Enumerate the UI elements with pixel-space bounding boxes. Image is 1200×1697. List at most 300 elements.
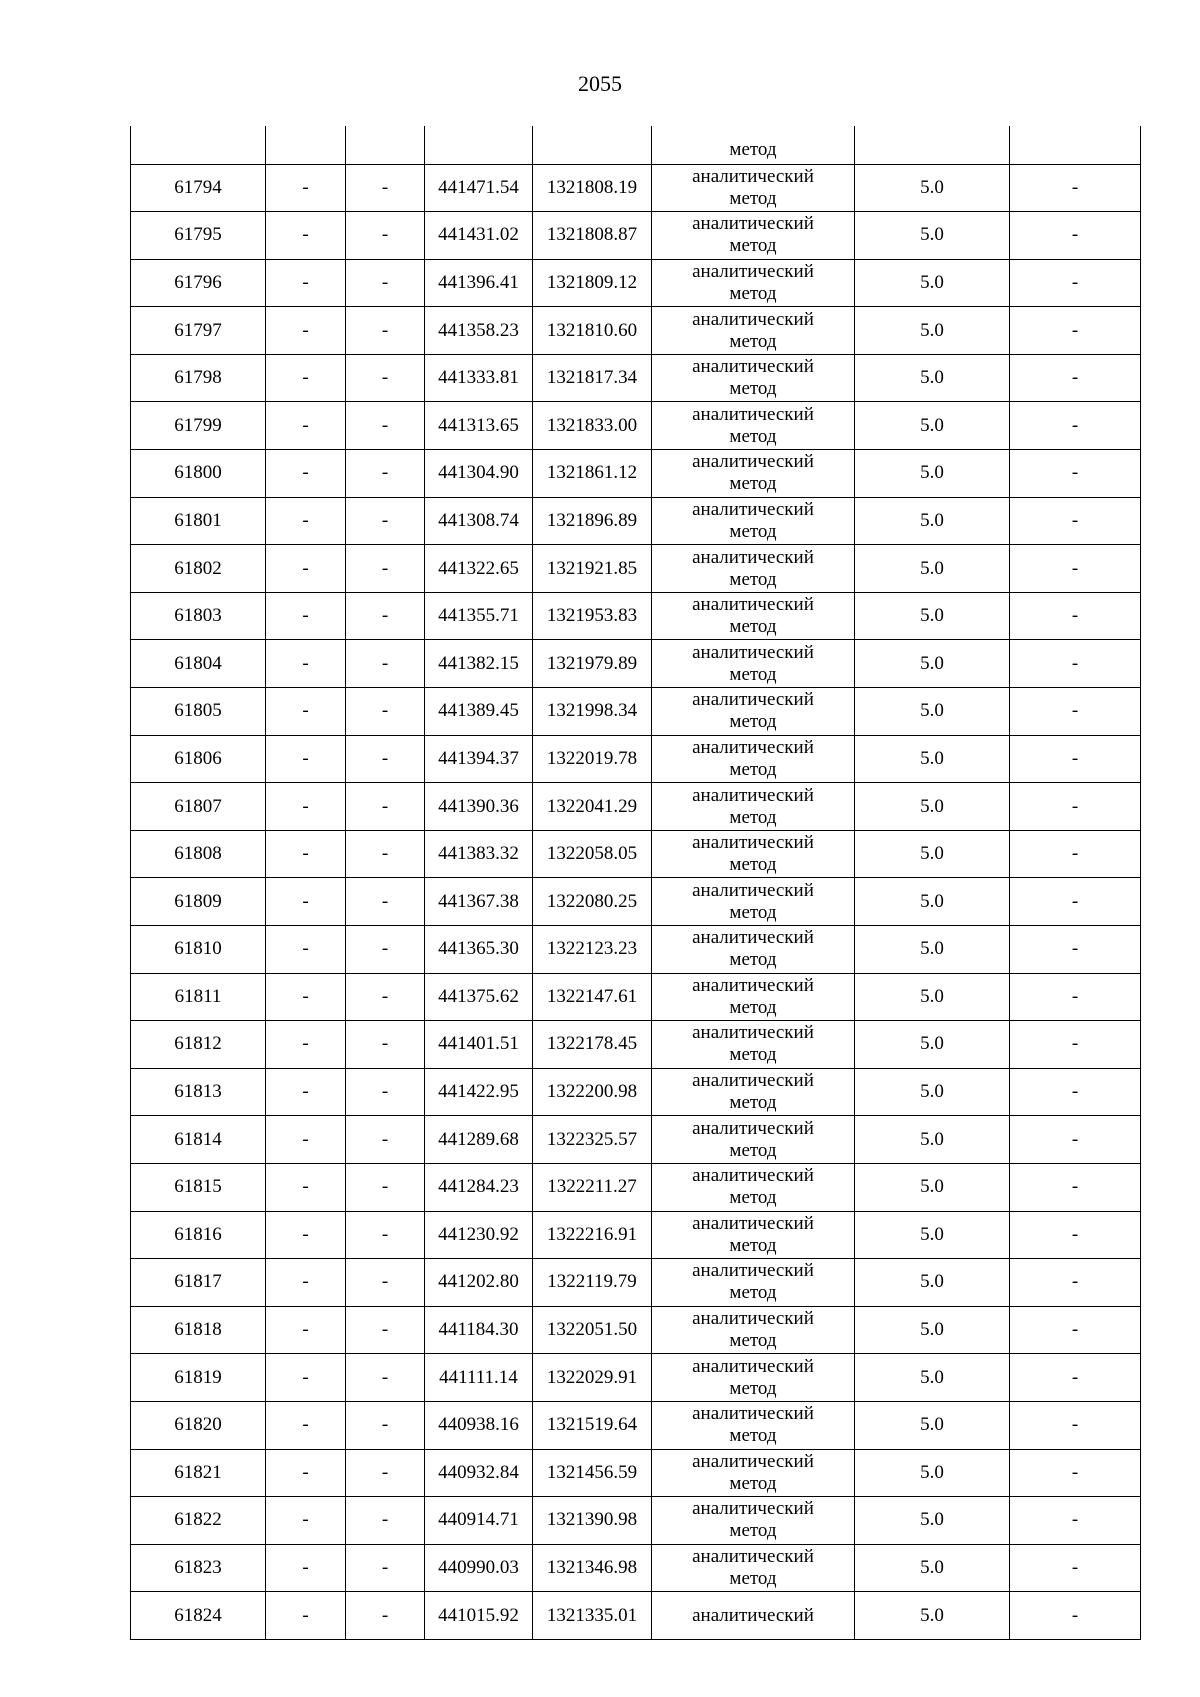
cell-last: - (1010, 1592, 1141, 1640)
table-row (131, 450, 1141, 498)
table-row (131, 497, 1141, 545)
cell-x: 441111.14 (425, 1354, 533, 1402)
cell-x: 441390.36 (425, 783, 533, 831)
cell-x: 441367.38 (425, 878, 533, 926)
cell-x: 441365.30 (425, 926, 533, 974)
cell-c2: - (266, 497, 346, 545)
cell-c3: - (346, 640, 425, 688)
method-line-1: аналитический (692, 736, 814, 758)
cell-accuracy: 5.0 (855, 212, 1010, 260)
cell-id: 61812 (131, 1021, 266, 1069)
cell-y: 1321817.34 (533, 354, 652, 402)
table-row (131, 1021, 1141, 1069)
method-line-2: метод (729, 1044, 777, 1066)
method-line-2: метод (729, 901, 777, 923)
cell-y: 1322200.98 (533, 1068, 652, 1116)
cell-accuracy: 5.0 (855, 307, 1010, 355)
method-line-2: метод (729, 616, 777, 638)
cell-c2: - (266, 926, 346, 974)
cell-c2: - (266, 640, 346, 688)
cell-id: 61821 (131, 1449, 266, 1497)
cell-accuracy: 5.0 (855, 164, 1010, 212)
table-row (131, 1068, 1141, 1116)
cell-method (652, 354, 855, 402)
cell-c3: - (346, 450, 425, 498)
method-line-1: аналитический (692, 1546, 814, 1568)
cell-last: - (1010, 1449, 1141, 1497)
cell-y: 1322216.91 (533, 1211, 652, 1259)
cell-c3: - (346, 1592, 425, 1640)
cell-last: - (1010, 830, 1141, 878)
cell-x: 440938.16 (425, 1401, 533, 1449)
table-row (131, 1592, 1141, 1640)
method-line-1: аналитический (692, 879, 814, 901)
cell-last: - (1010, 1068, 1141, 1116)
method-line-2: метод (729, 711, 777, 733)
cell-c3: - (346, 1211, 425, 1259)
cell-x: 441304.90 (425, 450, 533, 498)
method-line-1: аналитический (692, 1355, 814, 1377)
method-line-1: аналитический (692, 213, 814, 235)
cell-id: 61794 (131, 164, 266, 212)
cell-method (652, 830, 855, 878)
cell-c3: - (346, 1068, 425, 1116)
cell-accuracy: 5.0 (855, 545, 1010, 593)
table-row (131, 259, 1141, 307)
cell-id: 61806 (131, 735, 266, 783)
cell-c3: - (346, 830, 425, 878)
cell-y: 1322178.45 (533, 1021, 652, 1069)
cell-y: 1322058.05 (533, 830, 652, 878)
cell-method (652, 1163, 855, 1211)
method-line-2: метод (729, 806, 777, 828)
table-row (131, 1401, 1141, 1449)
cell-y: 1322080.25 (533, 878, 652, 926)
cell-c3: - (346, 402, 425, 450)
cell-accuracy: 5.0 (855, 1068, 1010, 1116)
cell-c2: - (266, 1592, 346, 1640)
method-line-1: аналитический (692, 689, 814, 711)
cell-id: 61811 (131, 973, 266, 1021)
table-row (131, 640, 1141, 688)
method-line-2: метод (729, 949, 777, 971)
cell-c3: - (346, 1259, 425, 1307)
cell-c3: - (346, 1497, 425, 1545)
cell-c3: - (346, 926, 425, 974)
cell-last: - (1010, 1259, 1141, 1307)
cell-accuracy: 5.0 (855, 592, 1010, 640)
cell-y: 1321808.19 (533, 164, 652, 212)
cell-method (652, 926, 855, 974)
cell-id: 61796 (131, 259, 266, 307)
cell-accuracy: 5.0 (855, 1449, 1010, 1497)
method-line-1: аналитический (692, 594, 814, 616)
cell-y: 1321953.83 (533, 592, 652, 640)
cell-last: - (1010, 1497, 1141, 1545)
continuation-row (131, 126, 1141, 164)
cell-method (652, 1306, 855, 1354)
method-line-1: аналитический (692, 927, 814, 949)
cell-y: 1321808.87 (533, 212, 652, 260)
cell-accuracy: 5.0 (855, 830, 1010, 878)
cell-last: - (1010, 878, 1141, 926)
cell-c3: - (346, 1449, 425, 1497)
cell-id: 61801 (131, 497, 266, 545)
cell-x: 441375.62 (425, 973, 533, 1021)
table-row (131, 307, 1141, 355)
cell-id: 61798 (131, 354, 266, 402)
table-row (131, 973, 1141, 1021)
table-row (131, 1497, 1141, 1545)
cell-accuracy: 5.0 (855, 402, 1010, 450)
cell-id: 61822 (131, 1497, 266, 1545)
method-line-1: аналитический (692, 1450, 814, 1472)
cell-x: 441382.15 (425, 640, 533, 688)
method-line-2: метод (729, 330, 777, 352)
cell-x: 441230.92 (425, 1211, 533, 1259)
cell-last: - (1010, 307, 1141, 355)
cell-c3: - (346, 878, 425, 926)
cell-method (652, 688, 855, 736)
method-line-1: аналитический (692, 832, 814, 854)
cell-last: - (1010, 1401, 1141, 1449)
cell-c3: - (346, 212, 425, 260)
cell-x: 441015.92 (425, 1592, 533, 1640)
cell-method (652, 1116, 855, 1164)
cell-c3: - (346, 307, 425, 355)
cell-x: 441284.23 (425, 1163, 533, 1211)
method-line-1: аналитический (692, 784, 814, 806)
method-line-1: аналитический (692, 1308, 814, 1330)
cell-y: 1321921.85 (533, 545, 652, 593)
cell-accuracy: 5.0 (855, 735, 1010, 783)
method-line-1: аналитический (692, 165, 814, 187)
cell-y: 1322029.91 (533, 1354, 652, 1402)
cell-x: 441394.37 (425, 735, 533, 783)
method-line-1: аналитический (692, 451, 814, 473)
method-line-1: аналитический (692, 1212, 814, 1234)
cell-x: 441401.51 (425, 1021, 533, 1069)
cell-x: 441308.74 (425, 497, 533, 545)
table-row (131, 1306, 1141, 1354)
method-line-2: метод (729, 996, 777, 1018)
cell-c2: - (266, 402, 346, 450)
method-line-2: метод (729, 520, 777, 542)
cell-last: - (1010, 212, 1141, 260)
cell-x: 440990.03 (425, 1544, 533, 1592)
method-line-2: метод (729, 1234, 777, 1256)
cell-accuracy: 5.0 (855, 688, 1010, 736)
cell-c2: - (266, 1449, 346, 1497)
cell-x: 441422.95 (425, 1068, 533, 1116)
cell-y: 1321896.89 (533, 497, 652, 545)
method-line-1: аналитический (692, 974, 814, 996)
cell-id: 61799 (131, 402, 266, 450)
method-line-2: метод (729, 854, 777, 876)
cell-c2: - (266, 973, 346, 1021)
method-line-1: аналитический (692, 546, 814, 568)
cell-accuracy: 5.0 (855, 926, 1010, 974)
cell-c3: - (346, 354, 425, 402)
cell-last: - (1010, 545, 1141, 593)
cell-method (652, 1354, 855, 1402)
cell-accuracy: 5.0 (855, 783, 1010, 831)
cell-y: 1321809.12 (533, 259, 652, 307)
cell-c3: - (346, 497, 425, 545)
cell-c3: - (346, 1021, 425, 1069)
cell-method (652, 973, 855, 1021)
cell-x: 441333.81 (425, 354, 533, 402)
cell-method (652, 1401, 855, 1449)
cell-method (652, 259, 855, 307)
cell-c2: - (266, 1163, 346, 1211)
method-line-2: метод (729, 1472, 777, 1494)
method-line-2: метод (729, 758, 777, 780)
cell-method: метод (652, 126, 855, 164)
cell-id: 61808 (131, 830, 266, 878)
cell-id: 61813 (131, 1068, 266, 1116)
cell-x: 441431.02 (425, 212, 533, 260)
cell-last: - (1010, 402, 1141, 450)
cell-id: 61823 (131, 1544, 266, 1592)
cell-method (652, 1449, 855, 1497)
table-row (131, 1354, 1141, 1402)
cell-method (652, 545, 855, 593)
cell-method (652, 164, 855, 212)
method-line-2: метод (729, 1330, 777, 1352)
table-row (131, 926, 1141, 974)
cell-accuracy: 5.0 (855, 497, 1010, 545)
table-body (131, 126, 1141, 1639)
cell-c3: - (346, 1401, 425, 1449)
method-line-2: метод (729, 1282, 777, 1304)
cell-id: 61814 (131, 1116, 266, 1164)
cell-method (652, 1211, 855, 1259)
table-row (131, 1211, 1141, 1259)
cell-c3: - (346, 688, 425, 736)
cell-c3: - (346, 973, 425, 1021)
cell-id: 61817 (131, 1259, 266, 1307)
cell-y: 1322147.61 (533, 973, 652, 1021)
cell-accuracy: 5.0 (855, 1259, 1010, 1307)
table-row (131, 878, 1141, 926)
cell-c2: - (266, 592, 346, 640)
method-line-1: аналитический (692, 1604, 814, 1626)
cell-accuracy: 5.0 (855, 973, 1010, 1021)
cell-id: 61810 (131, 926, 266, 974)
cell-last (1010, 126, 1141, 164)
method-line-2: метод (729, 1139, 777, 1161)
cell-y: 1321810.60 (533, 307, 652, 355)
cell-id: 61807 (131, 783, 266, 831)
method-line-1: аналитический (692, 356, 814, 378)
table-row (131, 164, 1141, 212)
table-row (131, 545, 1141, 593)
cell-y: 1321861.12 (533, 450, 652, 498)
cell-c2: - (266, 1544, 346, 1592)
cell-accuracy: 5.0 (855, 1592, 1010, 1640)
cell-id (131, 126, 266, 164)
cell-method (652, 1259, 855, 1307)
cell-x (425, 126, 533, 164)
cell-id: 61805 (131, 688, 266, 736)
cell-y: 1322119.79 (533, 1259, 652, 1307)
table-row (131, 783, 1141, 831)
cell-c2: - (266, 1021, 346, 1069)
cell-c3: - (346, 1163, 425, 1211)
cell-x: 441383.32 (425, 830, 533, 878)
cell-c2: - (266, 450, 346, 498)
method-line-1: аналитический (692, 1070, 814, 1092)
cell-method (652, 402, 855, 450)
cell-method (652, 1068, 855, 1116)
cell-accuracy: 5.0 (855, 1163, 1010, 1211)
cell-last: - (1010, 450, 1141, 498)
table-row (131, 402, 1141, 450)
table-row (131, 1259, 1141, 1307)
method-line-2: метод (729, 1568, 777, 1590)
cell-c2: - (266, 830, 346, 878)
method-line-1: аналитический (692, 308, 814, 330)
cell-id: 61803 (131, 592, 266, 640)
cell-c2: - (266, 1211, 346, 1259)
cell-last: - (1010, 1116, 1141, 1164)
cell-c3: - (346, 1544, 425, 1592)
cell-last: - (1010, 735, 1141, 783)
method-line-2: метод (729, 1520, 777, 1542)
cell-c2: - (266, 878, 346, 926)
cell-last: - (1010, 1354, 1141, 1402)
cell-last: - (1010, 259, 1141, 307)
cell-last: - (1010, 688, 1141, 736)
method-line-1: аналитический (692, 1403, 814, 1425)
cell-c2: - (266, 1354, 346, 1402)
method-line-2: метод (729, 1187, 777, 1209)
cell-id: 61820 (131, 1401, 266, 1449)
cell-accuracy: 5.0 (855, 640, 1010, 688)
cell-c2: - (266, 212, 346, 260)
method-line-1: аналитический (692, 641, 814, 663)
cell-c3: - (346, 1116, 425, 1164)
cell-id: 61802 (131, 545, 266, 593)
cell-c2: - (266, 1116, 346, 1164)
cell-method (652, 212, 855, 260)
table-row (131, 212, 1141, 260)
cell-y: 1322325.57 (533, 1116, 652, 1164)
cell-y: 1322211.27 (533, 1163, 652, 1211)
cell-id: 61809 (131, 878, 266, 926)
cell-method (652, 878, 855, 926)
table-row (131, 1163, 1141, 1211)
method-line-2: метод (729, 1092, 777, 1114)
cell-last: - (1010, 973, 1141, 1021)
method-line-2: метод (729, 663, 777, 685)
cell-x: 441389.45 (425, 688, 533, 736)
cell-c3: - (346, 545, 425, 593)
cell-c2 (266, 126, 346, 164)
cell-id: 61824 (131, 1592, 266, 1640)
cell-c3: - (346, 1354, 425, 1402)
cell-last: - (1010, 592, 1141, 640)
cell-c2: - (266, 1306, 346, 1354)
table-row (131, 1544, 1141, 1592)
cell-y: 1322041.29 (533, 783, 652, 831)
method-line-2: метод (729, 378, 777, 400)
table-row (131, 1116, 1141, 1164)
table-row (131, 592, 1141, 640)
method-line-2: метод (729, 1425, 777, 1447)
cell-c2: - (266, 1259, 346, 1307)
cell-id: 61819 (131, 1354, 266, 1402)
cell-y (533, 126, 652, 164)
cell-accuracy: 5.0 (855, 1497, 1010, 1545)
method-line-1: аналитический (692, 260, 814, 282)
cell-method (652, 735, 855, 783)
cell-last: - (1010, 164, 1141, 212)
method-line-2: метод (729, 187, 777, 209)
method-line-1: аналитический (692, 1022, 814, 1044)
table-row (131, 354, 1141, 402)
cell-c2: - (266, 783, 346, 831)
method-line-1: аналитический (692, 1260, 814, 1282)
cell-last: - (1010, 497, 1141, 545)
method-line-2: метод (729, 568, 777, 590)
cell-y: 1321390.98 (533, 1497, 652, 1545)
cell-accuracy: 5.0 (855, 1354, 1010, 1402)
cell-id: 61815 (131, 1163, 266, 1211)
cell-y: 1322123.23 (533, 926, 652, 974)
cell-method (652, 640, 855, 688)
cell-x: 440932.84 (425, 1449, 533, 1497)
cell-y: 1322051.50 (533, 1306, 652, 1354)
cell-method (652, 592, 855, 640)
cell-c2: - (266, 1401, 346, 1449)
cell-accuracy: 5.0 (855, 259, 1010, 307)
cell-c3 (346, 126, 425, 164)
cell-method (652, 1497, 855, 1545)
cell-y: 1321346.98 (533, 1544, 652, 1592)
cell-y: 1321335.01 (533, 1592, 652, 1640)
cell-c2: - (266, 1068, 346, 1116)
method-line-2: метод (729, 235, 777, 257)
cell-x: 441322.65 (425, 545, 533, 593)
cell-x: 440914.71 (425, 1497, 533, 1545)
cell-c3: - (346, 164, 425, 212)
cell-id: 61816 (131, 1211, 266, 1259)
cell-x: 441313.65 (425, 402, 533, 450)
cell-accuracy: 5.0 (855, 1544, 1010, 1592)
cell-method (652, 1544, 855, 1592)
cell-last: - (1010, 926, 1141, 974)
cell-c2: - (266, 688, 346, 736)
cell-last: - (1010, 640, 1141, 688)
cell-accuracy: 5.0 (855, 1401, 1010, 1449)
cell-c3: - (346, 783, 425, 831)
cell-x: 441355.71 (425, 592, 533, 640)
cell-c3: - (346, 259, 425, 307)
cell-c2: - (266, 735, 346, 783)
cell-c2: - (266, 1497, 346, 1545)
method-line-1: аналитический (692, 498, 814, 520)
cell-y: 1322019.78 (533, 735, 652, 783)
cell-method (652, 783, 855, 831)
cell-c3: - (346, 1306, 425, 1354)
method-line-1: аналитический (692, 403, 814, 425)
cell-last: - (1010, 783, 1141, 831)
cell-x: 441202.80 (425, 1259, 533, 1307)
cell-x: 441358.23 (425, 307, 533, 355)
method-line-2: метод (729, 1377, 777, 1399)
